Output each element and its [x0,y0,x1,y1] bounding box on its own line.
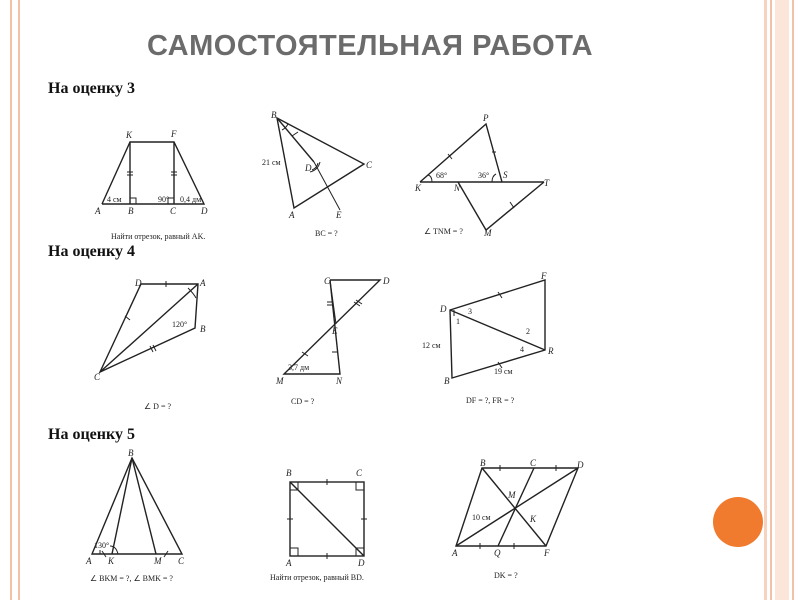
label-N: N [336,376,343,386]
label-A: A [86,556,92,566]
label-C: C [356,468,363,478]
measure-90deg: 90° [158,195,170,204]
label-R: R [548,346,554,356]
label-D: D [135,278,142,288]
label-M: M [484,228,492,238]
label-D: D [383,276,390,286]
label-N: N [454,183,461,193]
label-Q: Q [494,548,501,558]
figure-square-diagonal [270,462,410,592]
label-A: A [452,548,458,558]
angle-num-4: 4 [520,345,524,354]
caption-bc: BC = ? [315,229,338,238]
figure-quadrilateral [88,276,218,416]
label-P: P [483,113,489,123]
label-B: B [128,206,134,216]
label-M: M [276,376,284,386]
label-C: C [94,372,101,382]
label-B: B [444,376,450,386]
right-border-decoration [764,0,800,600]
label-K: K [530,514,537,524]
angle-120: 120° [172,320,188,329]
label-M: M [154,556,162,566]
label-A: A [289,210,295,220]
measure-4cm: 4 см [107,195,122,204]
caption-cd: CD = ? [291,397,315,406]
label-B: B [286,468,292,478]
label-M: M [508,490,516,500]
figure-trapezoid [88,128,228,246]
label-E: E [332,326,338,336]
caption-df-fr: DF = ?, FR = ? [466,396,515,405]
decorative-orange-circle [713,497,763,547]
label-K: K [126,130,133,140]
measure-12cm: 12 см [422,341,441,350]
figure-parallelogram [450,460,600,590]
figure-triangle-bisector [262,108,392,238]
label-F: F [171,129,177,139]
label-B: B [271,110,277,120]
label-B: B [128,448,134,458]
label-K: K [415,183,422,193]
section-label-grade-4: На оценку 4 [48,243,135,260]
label-D: D [358,558,365,568]
caption-tnm: ∠ TNM = ? [424,227,463,236]
label-C: C [366,160,373,170]
label-C: C [178,556,185,566]
measure-21cm: 21 см [262,158,281,167]
section-label-grade-5: На оценку 5 [48,426,135,443]
angle-130: 130° [94,541,110,550]
figure-isosceles-triangle [80,450,210,590]
label-C: C [324,276,331,286]
angle-num-1: 1 [456,317,460,326]
label-S: S [503,170,508,180]
measure-19cm: 19 см [494,367,513,376]
caption-angle-d: ∠ D = ? [144,402,172,411]
label-B: B [200,324,206,334]
label-D: D [201,206,208,216]
label-E: E [336,210,342,220]
figure-quadrilateral-angles [420,272,570,412]
caption-find-bd: Найти отрезок, равный BD. [270,573,364,582]
angle-num-2: 2 [526,327,530,336]
measure-10cm: 10 см [472,513,491,522]
caption-find-ak: Найти отрезок, равный AK. [111,232,206,241]
label-A: A [200,278,206,288]
label-B: B [480,458,486,468]
figure-crossing-segments [272,272,402,412]
left-border-decoration [10,0,20,600]
label-F: F [541,271,547,281]
label-D: D [577,460,584,470]
angle-36: 36° [478,171,490,180]
caption-dk: DK = ? [494,571,518,580]
measure-37dm: 3,7 дм [288,363,310,372]
label-K: K [108,556,115,566]
figure-two-triangles-line [410,112,560,237]
angle-num-3: 3 [468,307,472,316]
label-F: F [544,548,550,558]
label-T: T [544,178,550,188]
label-D: D [305,163,312,173]
measure-04dm: 0,4 дм [180,195,202,204]
slide-title: САМОСТОЯТЕЛЬНАЯ РАБОТА [146,30,594,62]
label-A: A [95,206,101,216]
label-D: D [440,304,447,314]
angle-68: 68° [436,171,448,180]
section-label-grade-3: На оценку 3 [48,80,135,97]
label-C: C [530,458,537,468]
caption-bkm-bmk: ∠ BKM = ?, ∠ BMK = ? [90,574,173,583]
label-A: A [286,558,292,568]
label-C: C [170,206,177,216]
